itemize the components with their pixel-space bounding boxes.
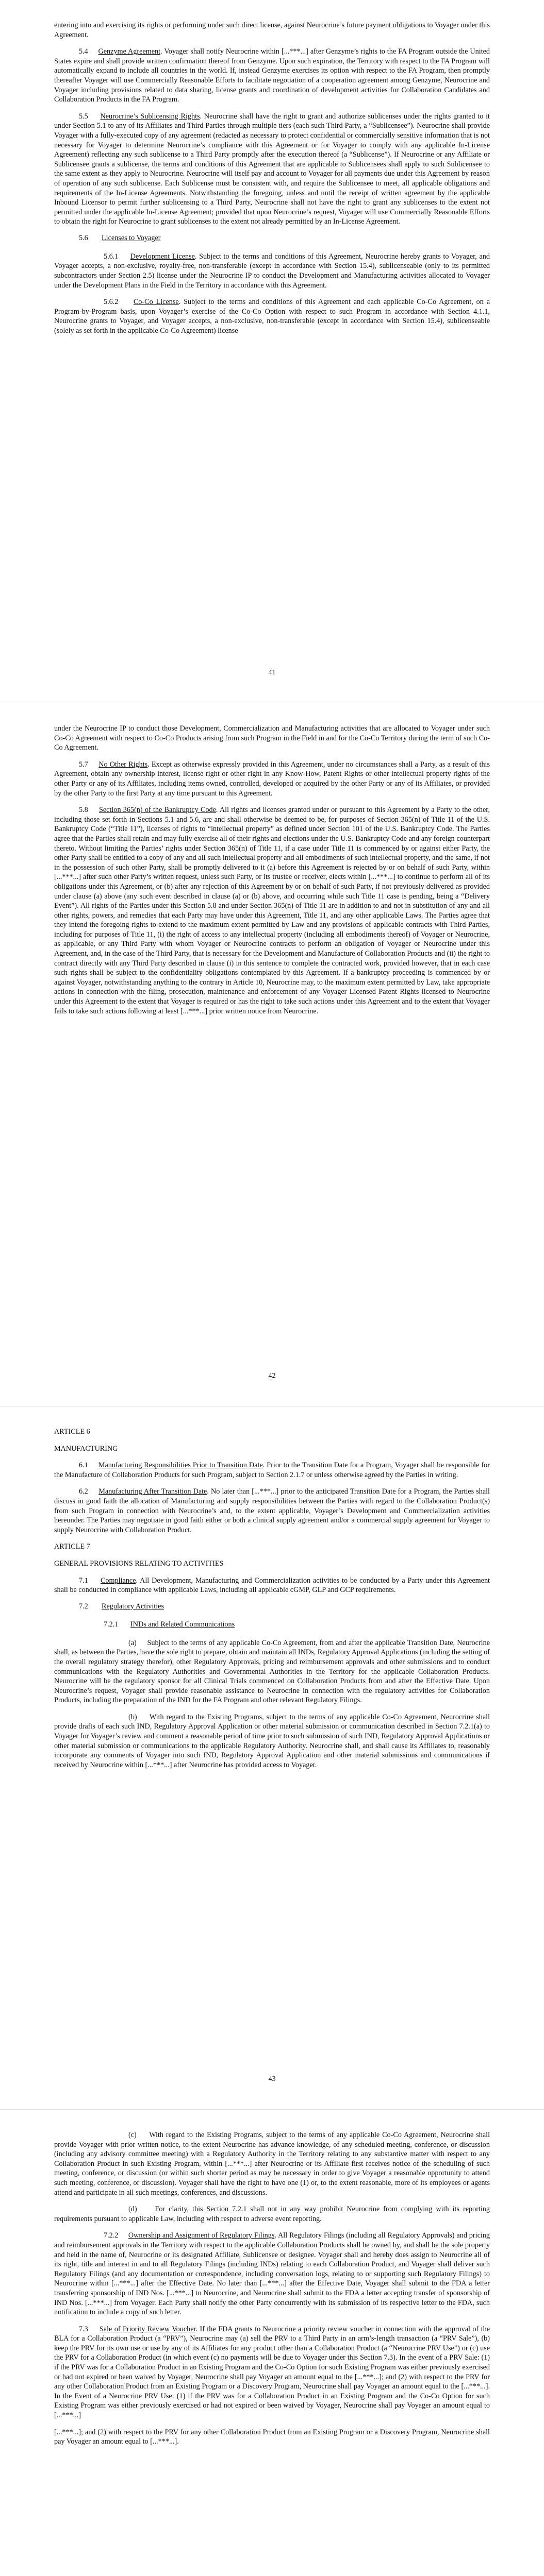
clause-number: (c): [128, 2131, 137, 2139]
page-number: 43: [268, 2075, 276, 2083]
article-subtitle: GENERAL PROVISIONS RELATING TO ACTIVITIES: [54, 1559, 224, 1568]
article-subtitle: MANUFACTURING: [54, 1444, 118, 1453]
section-title: Neurocrine’s Sublicensing Rights: [100, 112, 200, 121]
section-text: . Subject to the terms and conditions of this Agreement, Neurocrine hereby grants to Voyager, and Voyager accepts, a non-exclusive, royalty-free, non-transferable (except in accordance with Section 15.4), sublicenseable (only to its permitted subcontractors under Section 2.5) license under the Neurocrine IP to conduct the Development and Manufacturing activities allocated to Voyager under the Development Plans in the Field in the Territory in accordance with this Agreement.: [54, 252, 490, 290]
paragraph-tail: [...***...]; and (2) with respect to the PRV for any other Collaboration Product from an Existing Program or a Discovery Program, Neurocrine shall pay Voyager an amount equal to [...***...].: [54, 2428, 490, 2446]
paragraph-continuation: under the Neurocrine IP to conduct those Development, Commercialization and Manufacturing activities that are allocated to Voyager under such Co-Co Agreement with respect to Co-Co Products arising from such Program in the Field in and for the Co-Co Territory during the term of such Co-Co Agreement.: [54, 724, 490, 752]
section-title: Sale of Priority Review Voucher: [99, 2325, 196, 2333]
paragraph-intro: entering into and exercising its rights or performing under such direct license, against Neurocrine’s future payment obligations to Voyager under this Agreement.: [54, 21, 490, 39]
section-number: 5.6.2: [104, 298, 119, 307]
clause-text: With regard to the Existing Programs, subject to the terms of any applicable Co-Co Agreement, Neurocrine shall provide Voyager with prior written notice, to the extent Neurocrine has advance knowledge, of any scheduled meeting, conference, or discussion (including any advisory committee meeting) with a Regulatory Authority in the Territory relating to any substantive matter with respect to any Collaboration Product in such Existing Program, within [...***...] after Neurocrine or its Affiliate first receives notice of the scheduling of such meeting, conference, or discussion (or within such shorter period as may be necessary in order to give Voyager a reasonable opportunity to attend such meeting, conference, or discussion). Voyager shall have the right to have one (1) or, to the extent reasonable, more of its employees or agents attend and participate in all such meetings, conferences, and discussions.: [54, 2131, 490, 2197]
section-number: 5.4: [79, 47, 88, 56]
clause-text: Subject to the terms of any applicable Co-Co Agreement, from and after the applicable Transition Date, Neurocrine shall, as between the Parties, have the sole right to prepare, obtain and maintain all INDs, Regulatory Approval Applications (including the setting of the overall regulatory strategy therefor), other Regulatory Approvals, pricing and reimbursement approvals and other submissions and to conduct communications with the Regulatory Authorities and Governmental Authorities in the Territory for the applicable Collaboration Products. Neurocrine will be the regulatory sponsor for all Clinical Trials commenced on Collaboration Products from and after the Effective Date. Upon Neurocrine’s request, Voyager shall provide reasonable assistance to Neurocrine in connection with the regulatory activities for Collaboration Products, including the preparation of the IND for the FA Program and other relevant Regulatory Filings.: [54, 1638, 490, 1705]
page-44: [0, 2110, 544, 2576]
clause-text: With regard to the Existing Programs, subject to the terms of any applicable Co-Co Agreement, Neurocrine shall provide drafts of each such IND, Regulatory Approval Application or other material submission or communication described in Section 7.2.1(a) to Voyager for Voyager’s review and comment a reasonable period of time prior to such submission of such IND, Regulatory Approval Applications or other material submission or communications to the applicable Regulatory Authority. Neurocrine shall, and shall cause its Affiliates to, reasonably incorporate any comments of Voyager into such IND, Regulatory Approval Application and other material submissions and communications if received by Neurocrine within [...***...] after Neurocrine has provided access to Voyager.: [54, 1713, 490, 1769]
section-5-6-heading: [79, 234, 490, 243]
page-41: [0, 0, 544, 703]
clause-text: For clarity, this Section 7.2.1 shall not in any way prohibit Neurocrine from complying with its reporting requirements pursuant to applicable Law, including with respect to adverse event reporting.: [54, 2205, 490, 2223]
section-title: Compliance: [100, 1576, 136, 1585]
section-title: Genzyme Agreement: [98, 47, 161, 56]
section-7-2-1-c: [54, 2130, 490, 2197]
clause-number: (b): [128, 1713, 137, 1721]
article-title: ARTICLE 6: [54, 1428, 90, 1436]
section-number: 5.7: [79, 760, 88, 769]
section-7-2-1-a: [54, 1638, 490, 1705]
section-text: . All Regulatory Filings (including all Regulatory Approvals) and pricing and reimbursement approvals in the Territory with respect to the applicable Collaboration Products shall be owned by, and shall be the sole property and held in the name of, Neurocrine or its designated Affiliate, Sublicensee or designee. Voyager shall and hereby does assign to Neurocrine all of its right, title and interest in and to all Regulatory Filings (including INDs) relating to each Collaboration Product, and Voyager shall deliver such Regulatory Filings (and any documentation or correspondence, including conversation logs, relating to or supporting such Regulatory Filings) to Neurocrine within [...***...] after the Effective Date. No later than [...***...] after the Effective Date, Voyager shall submit to the FDA a letter transferring sponsorship of IND Nos. [...***...] to Neurocrine, and Neurocrine shall submit to the FDA a letter accepting transfer of sponsorship of IND Nos. [...***...] from Voyager. Each Party shall notify the other Party concurrently with its submission of its respective letter to the FDA, such notification to include a copy of such letter.: [54, 2231, 490, 2317]
section-7-2-heading: [79, 1602, 490, 1611]
section-7-2-1-b: [54, 1713, 490, 1770]
section-7-3: [54, 2325, 490, 2420]
section-number: 5.6.1: [104, 252, 119, 261]
section-text: . Prior to the Transition Date for a Program, Voyager shall be responsible for the Manufacture of Collaboration Products for such Program, subject to Section 2.1.7 or unless otherwise agreed by the Parties in writing.: [54, 1461, 490, 1479]
article-6-heading: [54, 1427, 490, 1453]
section-6-1: [54, 1461, 490, 1480]
article-7-heading: [54, 1542, 490, 1568]
section-title: Development License: [130, 252, 195, 261]
section-6-2: [54, 1487, 490, 1535]
section-title: Manufacturing After Transition Date: [98, 1487, 207, 1496]
section-5-5: [54, 112, 490, 227]
page-number: 41: [268, 669, 276, 676]
section-number: 6.2: [79, 1487, 88, 1496]
section-number: 7.2.2: [104, 2231, 119, 2240]
section-number: 7.3: [79, 2325, 88, 2333]
section-text: . No later than [...***...] prior to the anticipated Transition Date for a Program, the Parties shall discuss in good faith the allocation of Manufacturing and supply responsibilities between the Parties with regard to the Collaboration Product(s) from such Program in connection with Neurocrine’s and, to the extent applicable, Voyager’s Development and Commercialization activities hereunder. The Parties may negotiate in good faith either or both a clinical supply agreement and/or a commercial supply agreement for Voyager to supply Neurocrine with Collaboration Product.: [54, 1487, 490, 1534]
section-title: Co-Co License: [133, 298, 179, 307]
page-43: [0, 1406, 544, 2110]
section-title: Section 365(n) of the Bankruptcy Code: [98, 806, 216, 815]
section-title: No Other Rights: [98, 760, 148, 769]
section-7-2-2: [54, 2231, 490, 2317]
section-5-4: [54, 47, 490, 105]
section-title: Regulatory Activities: [102, 1602, 164, 1611]
section-number: 5.6: [79, 233, 88, 242]
section-number: 6.1: [79, 1461, 88, 1470]
section-5-8: [54, 805, 490, 1016]
section-text: . If the FDA grants to Neurocrine a priority review voucher in connection with the approval of the BLA for a Collaboration Product (a “PRV”), Neurocrine may (a) sell the PRV to a Third Party in an arm’s-length transaction (a “PRV Sale”), (b) keep the PRV for its own use or use by any of its Affiliates for any product other than a Collaboration Product (a “Neurocrine PRV Use”) or (c) use the PRV for a Collaboration Product (in which event (c) no payments will be due to Voyager under this Section 7.3). In the event of a PRV Sale: (1) if the PRV was for a Collaboration Product in an Existing Program and the Co-Co Option for such Existing Program was either previously exercised or had not expired or been waived by Voyager, Neurocrine shall pay Voyager an amount equal to the [...***...]; and (2) with respect to the PRV for any other Collaboration Product from an Existing Program or a Discovery Program, Neurocrine shall pay Voyager an amount equal to the [...***...]. In the Event of a Neurocrine PRV Use: (1) if the PRV was for a Collaboration Product in an Existing Program and the Co-Co Option for such Existing Program was either previously exercised or had not expired or been waived by Voyager, Neurocrine shall pay Voyager an amount equal to [...***...]: [54, 2325, 490, 2420]
section-number: 5.5: [79, 112, 88, 121]
section-title: Licenses to Voyager: [102, 233, 161, 242]
section-number: 7.2: [79, 1602, 88, 1611]
section-5-6-1: [54, 252, 490, 290]
section-7-2-1-d: [54, 2205, 490, 2224]
article-title: ARTICLE 7: [54, 1543, 90, 1551]
section-text: . Neurocrine shall have the right to grant and authorize sublicenses under the rights granted to it under Section 5.1 to any of its Affiliates and Third Parties through multiple tiers (each such Third Party, a “Sublicensee”). Neurocrine shall provide Voyager with a fully-executed copy of any agreement (redacted as necessary to protect confidential or commercially sensitive information that is not necessary for Voyager to determine Neurocrine’s compliance with this Agreement or for Voyager to comply with any applicable In-License Agreement) reflecting any such sublicense to a Third Party promptly after the execution thereof (a “Sublicense”). If Neurocrine or any Affiliate or Sublicensee grants a sublicense, the terms and conditions of this Agreement that are applicable to Sublicensees shall apply to such Sublicensee to the same extent as they apply to Neurocrine. Neurocrine will itself pay and account to Voyager for all payments due under this Agreement by reason of operation of any such sublicense. Each Sublicense must be consistent with, and require the Sublicensee to meet, all applicable obligations and requirements of the In-License Agreements. Notwithstanding the foregoing, unless and until the receipt of written agreement by the applicable Inbound Licensor to permit further sublicensing to a Third Party, Neurocrine shall not have the right to grant any sublicenses to the extent not permitted under the applicable In-License Agreement; provided that upon Neurocrine’s request, Voyager will use Commercially Reasonable Efforts to obtain the right for Neurocrine to grant sublicenses to the extent not already permitted by an In-License Agreement.: [54, 112, 490, 226]
section-number: 7.2.1: [104, 1620, 119, 1629]
section-text: . All rights and licenses granted under or pursuant to this Agreement by a Party to the other, including those set forth in Sections 5.1 and 5.6, are and shall otherwise be deemed to be, for purposes of Section 365(n) of Title 11 of the U.S. Bankruptcy Code (“Title 11”), licenses of rights to “intellectual property” as defined under Section 101 of the U.S. Bankruptcy Code. The Parties agree that the Parties shall retain and may fully exercise all of their rights and elections under the U.S. Bankruptcy Code and any foreign counterpart thereto. Without limiting the Parties’ rights under Section 365(n) of Title 11, if a case under Title 11 is commenced by or against either Party, the other Party shall be entitled to a copy of any and all such intellectual property and all embodiments of such intellectual property, and the same, if not in the possession of such other Party, shall be promptly delivered to it (a) before this Agreement is rejected by or on behalf of such Party, within [...***...] after such other Party’s written request, unless such Party, or its trustee or receiver, elects within [...***...] to continue to perform all of its obligations under this Agreement, or (b) after any rejection of this Agreement by or on behalf of such Party, if not previously delivered as provided under clause (a) above (any such event described in clause (a) or (b) above, and occurring while such Title 11 case is pending, being a “Delivery Event”). All rights of the Parties under this Section 5.8 and under Section 365(n) of Title 11 are in addition to and not in substitution of any and all other rights, powers, and remedies that each Party may have under this Agreement, Title 11, and any other applicable Laws. The Parties agree that they intend the foregoing rights to extend to the maximum extent permitted by Law and any provisions of applicable contracts with Third Parties, including for purposes of Title 11, (i) the right of access to any intellectual property (including all embodiments thereof) of Voyager or Neurocrine, as applicable, or any Third Party with whom Voyager or Neurocrine contracts to perform an obligation of Voyager or Neurocrine under this Agreement, and, in the case of the Third Party, that is necessary for the Development and Manufacture of Collaboration Products and (ii) the right to contract directly with any Third Party described in clause (i) in this sentence to complete the contracted work, provided however, that in each case such rights shall be subject to the confidentiality obligations contemplated by this Agreement. If a bankruptcy proceeding is commenced by or against Voyager, notwithstanding anything to the contrary in Article 10, Neurocrine may, to the maximum extent permitted by Law, take appropriate actions in connection with the filing, prosecution, maintenance and enforcement of any Voyager Licensed Patent Rights licensed to Neurocrine under this Agreement to the extent that Voyager is required or has the right to take such actions under this Agreement and to the extent that Voyager fails to take such actions following at least [...***...] prior written notice from Neurocrine.: [54, 806, 490, 1015]
section-5-6-2: [54, 297, 490, 335]
section-7-1: [54, 1576, 490, 1595]
section-text: . Subject to the terms and conditions of this Agreement and each applicable Co-Co Agreement, on a Program-by-Program basis, upon Voyager’s exercise of the Co-Co Option with respect to such Program in accordance with Section 4.1.1, Neurocrine grants to Voyager, and Voyager accepts, a non-exclusive, non-transferable (except in accordance with Section 15.4), sublicenseable (solely as set forth in the applicable Co-Co Agreement) license: [54, 298, 490, 335]
section-text: . Except as otherwise expressly provided in this Agreement, under no circumstances shall a Party, as a result of this Agreement, obtain any ownership interest, license right or other right in any Know-How, Patent Rights or other intellectual property rights of the other Party or any of its Affiliates, including items owned, controlled, developed or acquired by the other Party or any of its Affiliates, or provided by the other Party to the first Party at any time pursuant to this Agreement.: [54, 760, 490, 798]
section-title: Ownership and Assignment of Regulatory Filings: [128, 2231, 275, 2240]
section-7-2-1-heading: [104, 1620, 490, 1629]
page-42: [0, 703, 544, 1406]
page-number: 42: [268, 1372, 276, 1380]
section-title: Manufacturing Responsibilities Prior to Transition Date: [98, 1461, 263, 1470]
section-title: INDs and Related Communications: [130, 1620, 235, 1629]
section-number: 5.8: [79, 806, 88, 815]
clause-number: (a): [128, 1638, 137, 1647]
section-text: . All Development, Manufacturing and Commercialization activities to be conducted by a Party under this Agreement shall be conducted in compliance with applicable Laws, including all applicable cGMP, GLP and GCP requirements.: [54, 1576, 490, 1595]
section-5-7: [54, 760, 490, 798]
clause-number: (d): [128, 2205, 137, 2214]
section-number: 7.1: [79, 1576, 88, 1585]
section-text: . Voyager shall notify Neurocrine within [...***...] after Genzyme’s rights to the FA Program outside the United States expire and shall provide written confirmation thereof from Genzyme. Upon such expiration, the Territory with respect to the FA Program will automatically expand to include all countries in the world. If, instead Genzyme exercises its option with respect to the FA Program, then promptly thereafter Voyager will use Commercially Reasonable Efforts to facilitate negotiation of a cooperation agreement among Genzyme, Neurocrine and Voyager including provisions related to data sharing, license grants and coordination of development activities for Collaboration Candidates and Collaboration Products in the FA Program.: [54, 47, 490, 104]
